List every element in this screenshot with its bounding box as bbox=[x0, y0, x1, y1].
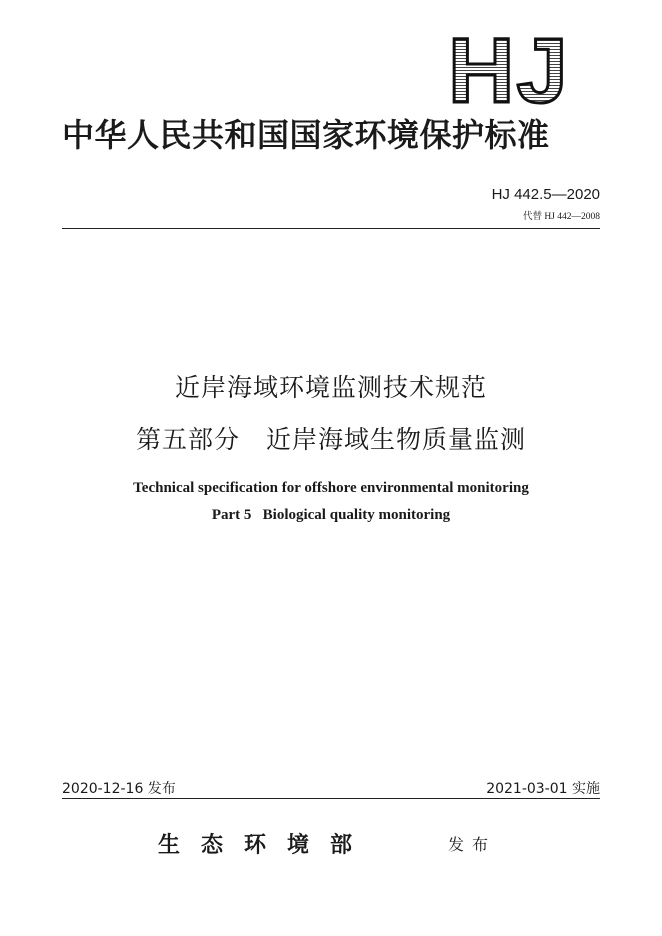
footer-divider bbox=[62, 798, 600, 799]
header-divider bbox=[62, 228, 600, 229]
title-chinese-line2: 第五部分 近岸海域生物质量监测 bbox=[135, 425, 526, 454]
hj-logo-text: HJ bbox=[448, 30, 570, 106]
issue-date: 2020-12-16 发布 bbox=[62, 781, 176, 797]
issuing-authority: 生态环境部 bbox=[158, 832, 374, 858]
title-chinese-line1: 近岸海域环境监测技术规范 bbox=[174, 373, 487, 402]
issuing-authority-suffix: 发布 bbox=[448, 835, 497, 854]
hj-logo bbox=[448, 30, 584, 106]
title-english-line2: Part 5 Biological quality monitoring bbox=[211, 507, 451, 523]
hj-logo-graphic bbox=[448, 30, 584, 106]
title-english-line1: Technical specification for offshore environmental monitoring bbox=[133, 480, 529, 496]
standard-number: HJ 442.5—2020 bbox=[491, 186, 600, 203]
implementation-date: 2021-03-01 实施 bbox=[486, 781, 600, 797]
standard-organization-title: 中华人民共和国国家环境保护标准 bbox=[62, 116, 550, 154]
replaces-standard: 代替 HJ 442—2008 bbox=[522, 212, 600, 222]
